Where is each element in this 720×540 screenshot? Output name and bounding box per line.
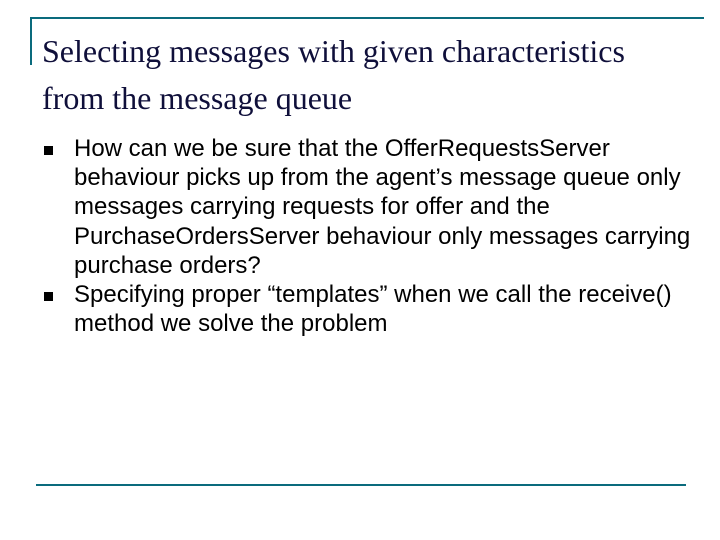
bullet-item: [42, 280, 702, 338]
left-rule: [30, 17, 32, 65]
bullet-list: [42, 134, 702, 338]
square-bullet-icon: [44, 146, 53, 155]
square-bullet-icon: [44, 292, 53, 301]
bullet-item: [42, 134, 702, 280]
bullet-text: Specifying proper “templates” when we call the receive() method we solve the problem: [74, 281, 672, 338]
bottom-rule: [36, 484, 686, 486]
slide-title: Selecting messages with given characteristics from the message queue: [42, 33, 625, 116]
top-rule: [30, 17, 704, 19]
bullet-text: How can we be sure that the OfferRequestsServer behaviour picks up from the agent’s message queue only messages carrying requests for offer and the PurchaseOrdersServer behaviour only messages carrying purchase orders?: [74, 135, 691, 279]
